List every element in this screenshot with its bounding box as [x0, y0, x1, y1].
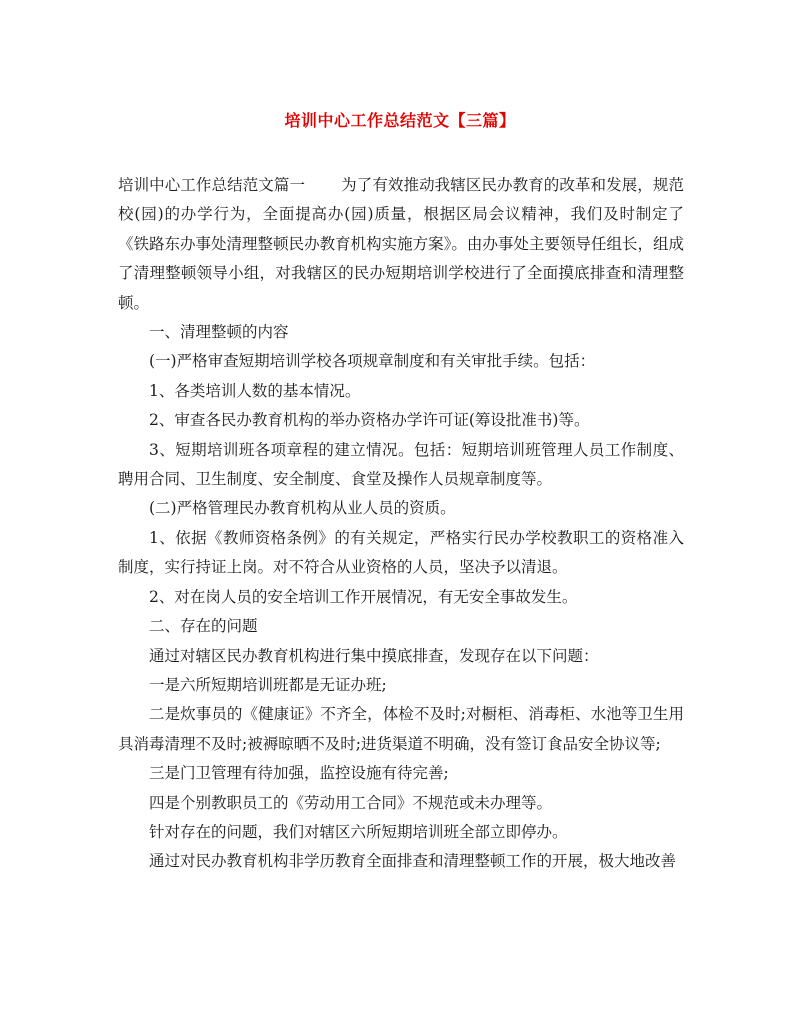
- intro-heading: 培训中心工作总结范文篇一: [118, 176, 306, 194]
- paragraph: 针对存在的问题，我们对辖区六所短期培训班全部立即停办。: [149, 822, 568, 841]
- subsection-heading-staff: (二)严格管理民办教育机构从业人员的资质。: [149, 499, 456, 518]
- list-item: 2、审查各民办教育机构的举办资格办学许可证(筹设批准书)等。: [149, 411, 590, 430]
- list-item: 1、各类培训人数的基本情况。: [149, 381, 361, 400]
- list-item: 3、短期培训班各项章程的建立情况。包括：短期培训班管理人员工作制度、聘用合同、卫生制度、安全制度、食堂及操作人员规章制度等。: [118, 440, 684, 489]
- document-title: 培训中心工作总结范文【三篇】: [284, 111, 516, 130]
- subsection-heading-review: (一)严格审查短期培训学校各项规章制度和有关审批手续。包括：: [149, 352, 596, 371]
- paragraph: 通过对民办教育机构非学历教育全面排查和清理整顿工作的开展，极大地改善: [149, 852, 677, 871]
- list-item: 一是六所短期培训班都是无证办班;: [149, 675, 387, 694]
- section-heading-problems: 二、存在的问题: [149, 617, 258, 636]
- section-heading-content: 一、清理整顿的内容: [149, 323, 289, 342]
- paragraph-intro: [118, 171, 684, 318]
- list-item: 2、对在岗人员的安全培训工作开展情况，有无安全事故发生。: [149, 587, 578, 606]
- document-body: [118, 171, 684, 877]
- list-item: 四是个别教职员工的《劳动用工合同》不规范或未办理等。: [149, 793, 553, 812]
- list-item: 三是门卫管理有待加强，监控设施有待完善;: [149, 764, 449, 783]
- list-item: 二是炊事员的《健康证》不齐全，体检不及时;对橱柜、消毒柜、水池等卫生用具消毒清理不及时;被褥晾晒不及时;进货渠道不明确，没有签订食品安全协议等;: [118, 705, 684, 753]
- intro-text: 为了有效推动我辖区民办教育的改革和发展，规范校(园)的办学行为，全面提高办(园)质量，根据区局会议精神，我们及时制定了《铁路东办事处清理整顿民办教育机构实施方案》。由办事处主要领导任组长，组成了清理整顿领导小组，对我辖区的民办短期培训学校进行了全面摸底排查和清理整顿。: [118, 176, 684, 312]
- paragraph: 通过对辖区民办教育机构进行集中摸底排查，发现存在以下问题：: [149, 646, 599, 665]
- list-item: 1、依据《教师资格条例》的有关规定，严格实行民办学校教职工的资格准入制度，实行持证上岗。对不符合从业资格的人员，坚决予以清退。: [118, 528, 684, 577]
